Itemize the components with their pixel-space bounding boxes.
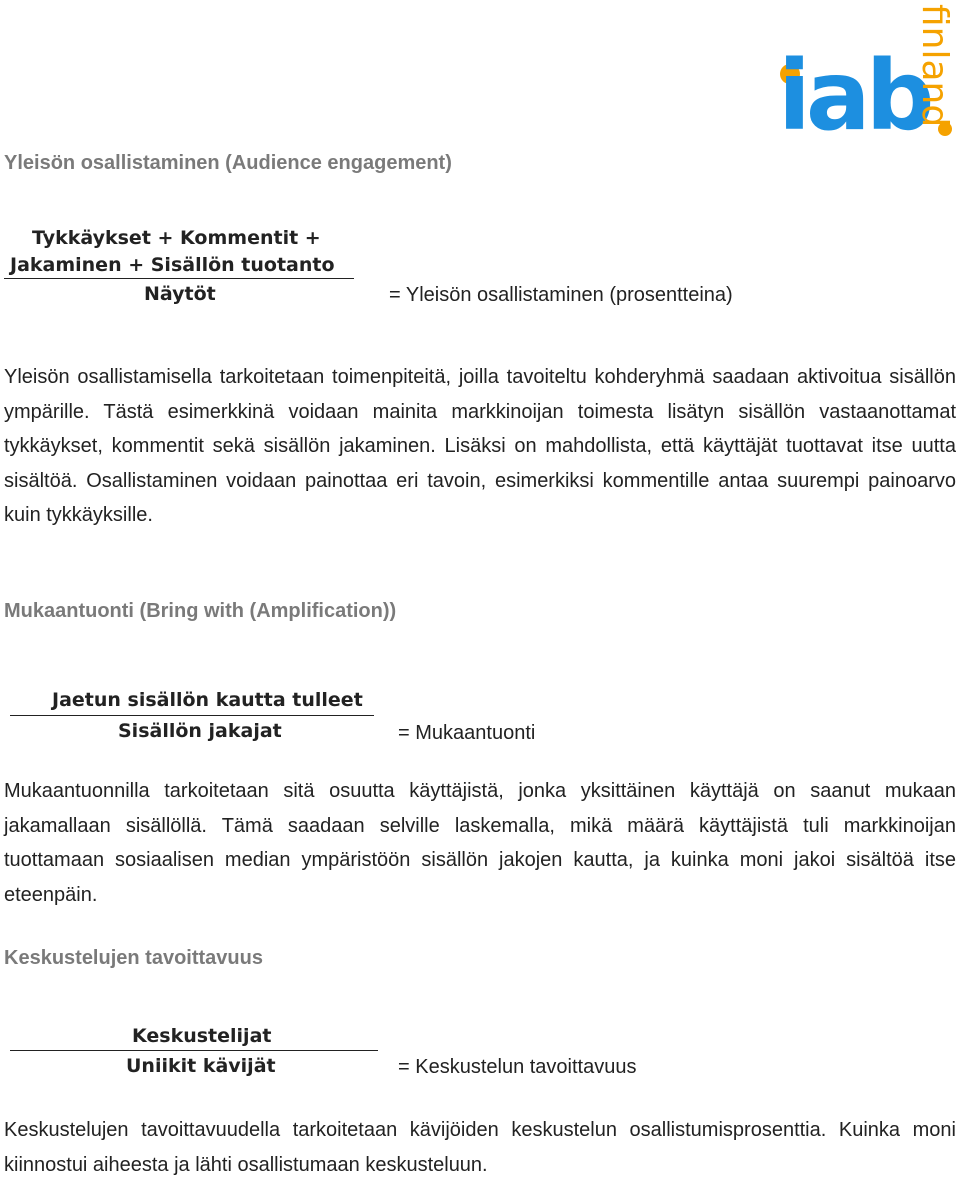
formula-amplification [4,688,376,748]
formula-conversation-reach [4,1024,380,1084]
formula-denominator: Näytöt [144,283,216,305]
formula-result: = Keskustelun tavoittavuus [398,1056,637,1078]
logo-subtext: finland [914,4,955,128]
formula-result: = Mukaantuonti [398,722,536,744]
formula-denominator: Uniikit kävijät [126,1055,276,1077]
logo-wordmark: iab [778,40,930,152]
fraction-bar [10,1050,378,1051]
section-paragraph: Keskustelujen tavoittavuudella tarkoitetaan kävijöiden keskustelun osallistumisprosenttia. Kuinka moni kiinnostui aiheesta ja lähti osallistumaan keskusteluun. [4,1119,956,1176]
fraction-bar [4,278,354,279]
formula-result: = Yleisön osallistaminen (prosentteina) [389,284,733,306]
section-paragraph: Yleisön osallistamisella tarkoitetaan toimenpiteitä, joilla tavoiteltu kohderyhmä saadaan aktivoitua sisällön ympärille. Tästä esimerkkinä voidaan mainita markkinoijan toimesta lisätyn sisällön vastaanottamat tykkäykset, kommentit sekä sisällön jakaminen. Lisäksi on mahdollista, että käyttäjät tuottavat itse uutta sisältöä. Osallistaminen voidaan painottaa eri tavoin, esimerkiksi kommentille antaa suurempi painoarvo kuin tykkäyksille. [4,366,956,526]
formula-numerator-line2: Jakaminen + Sisällön tuotanto [10,254,335,276]
iab-finland-logo [778,0,960,150]
formula-numerator: Keskustelijat [132,1025,272,1047]
section-heading-conversation-reach: Keskustelujen tavoittavuus [4,947,263,969]
section-heading-engagement: Yleisön osallistaminen (Audience engagement) [4,152,452,174]
formula-denominator: Sisällön jakajat [118,720,282,742]
formula-numerator-line1: Tykkäykset + Kommentit + [32,227,321,249]
formula-numerator: Jaetun sisällön kautta tulleet [52,689,363,711]
section-heading-amplification: Mukaantuonti (Bring with (Amplification)) [4,600,397,622]
fraction-bar [10,715,374,716]
formula-engagement [4,222,364,312]
section-paragraph: Mukaantuonnilla tarkoitetaan sitä osuutta käyttäjistä, jonka yksittäinen käyttäjä on saanut mukaan jakamallaan sisällöllä. Tämä saadaan selville laskemalla, mikä määrä käyttäjistä tuli markkinoijan tuottamaan sosiaalisen median ympäristöön sisällön jakojen kautta, ja kuinka moni jakoi sisältöä itse eteenpäin. [4,780,956,906]
